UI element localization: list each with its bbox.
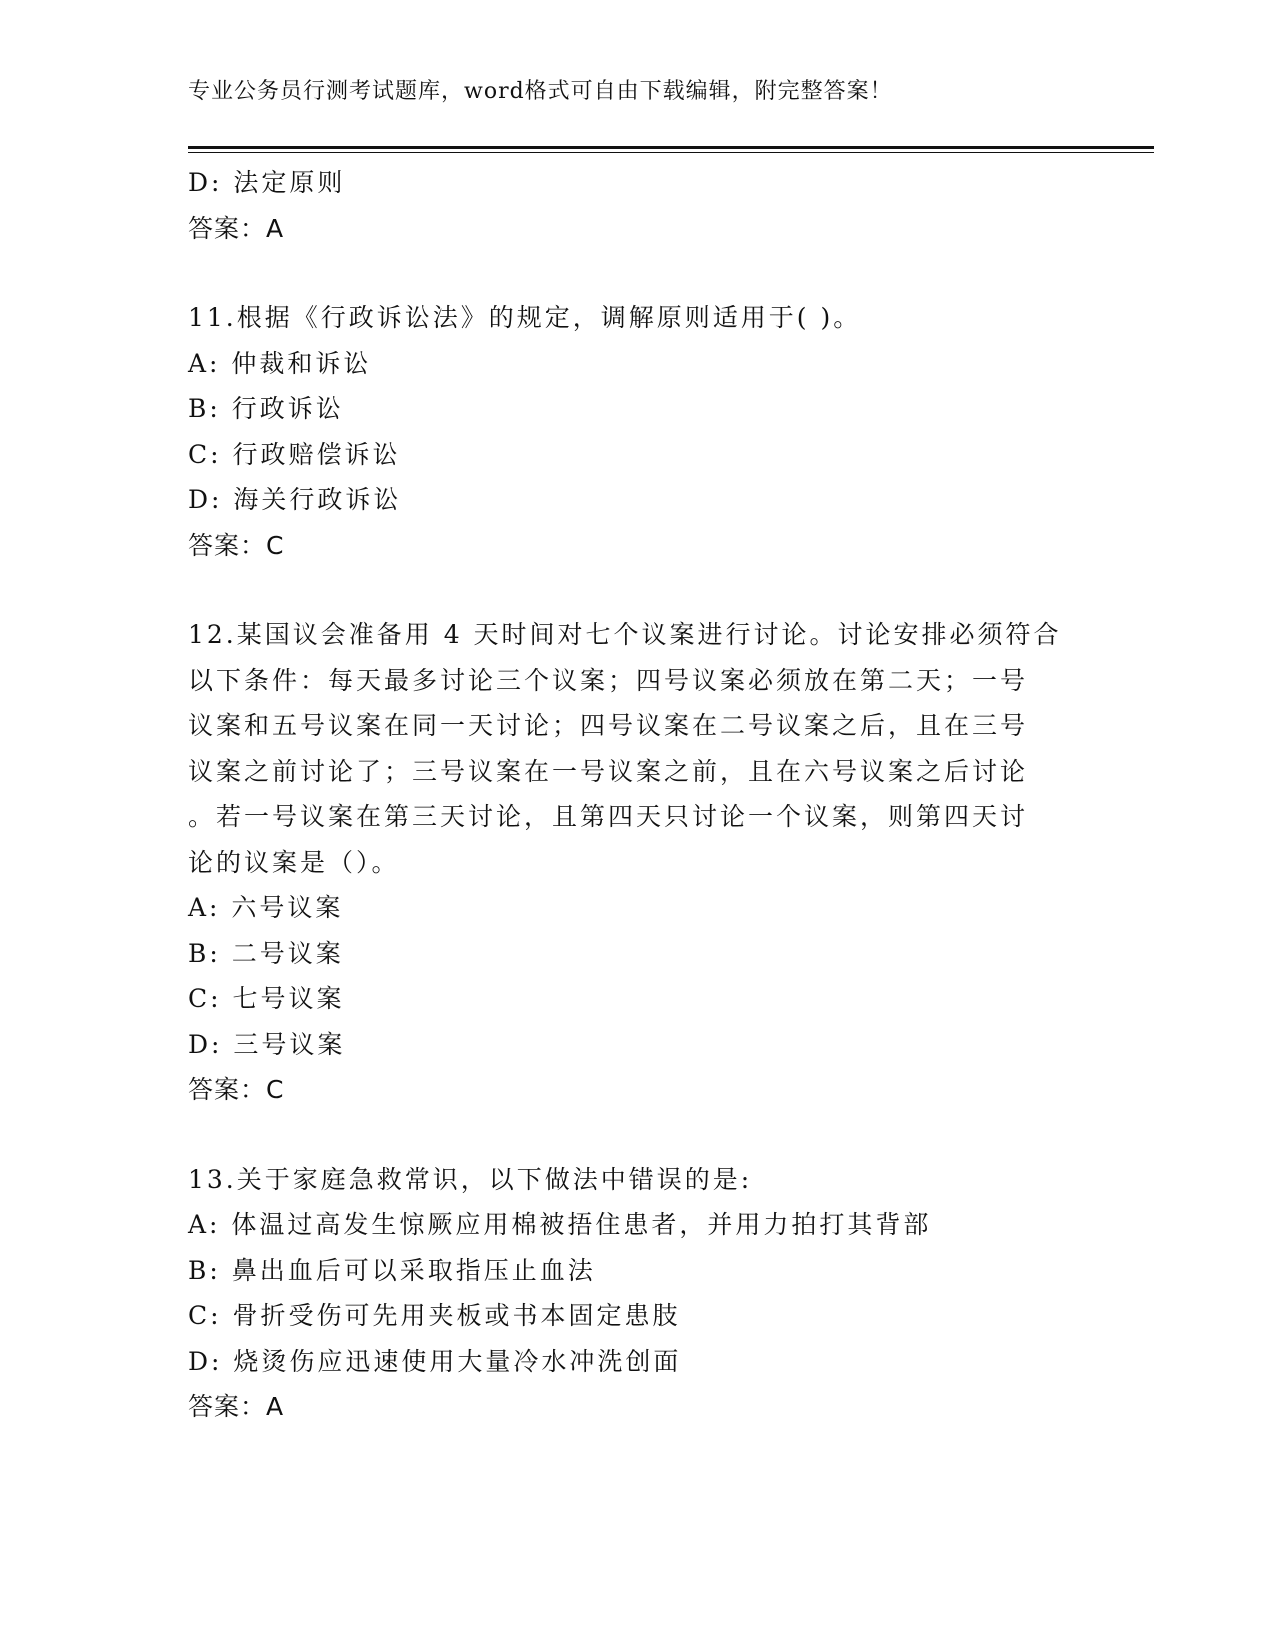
question-12-stem-line: 议案和五号议案在同一天讨论；四号议案在二号议案之后，且在三号 xyxy=(188,711,1029,740)
question-12-stem-line: 议案之前讨论了；三号议案在一号议案之前，且在六号议案之后讨论 xyxy=(188,756,1029,786)
option-a: A: 六号议案 xyxy=(188,893,344,922)
option-c: C: 七号议案 xyxy=(188,984,345,1013)
option-d: D: 海关行政诉讼 xyxy=(188,485,402,514)
header-rule-thin xyxy=(188,152,1154,153)
option-b: B: 鼻出血后可以采取指压止血法 xyxy=(188,1255,596,1285)
answer-line: 答案：A xyxy=(188,213,285,243)
answer-line: 答案：C xyxy=(188,530,285,560)
question-11-stem: 11.根据《行政诉讼法》的规定，调解原则适用于( )。 xyxy=(188,303,862,332)
spacer xyxy=(188,251,1088,295)
question-12-stem-line: 12.某国议会准备用 4 天时间对七个议案进行讨论。讨论安排必须符合 xyxy=(188,620,1062,649)
answer-line: 答案：A xyxy=(188,1392,285,1421)
question-12-stem-line: 。若一号议案在第三天讨论，且第四天只讨论一个议案，则第四天讨 xyxy=(188,802,1029,831)
question-12-stem-line: 以下条件：每天最多讨论三个议案；四号议案必须放在第二天；一号 xyxy=(188,665,1029,695)
header-rule-thick xyxy=(188,146,1154,149)
option-d: D: 烧烫伤应迅速使用大量冷水冲洗创面 xyxy=(188,1346,682,1376)
question-content xyxy=(188,160,1088,1430)
option-c: C: 骨折受伤可先用夹板或书本固定患肢 xyxy=(188,1301,681,1330)
option-b: B: 行政诉讼 xyxy=(188,394,344,423)
option-b: B: 二号议案 xyxy=(188,938,344,968)
question-12-stem-line: 论的议案是（）。 xyxy=(188,847,400,877)
option-a: A: 体温过高发生惊厥应用棉被捂住患者，并用力拍打其背部 xyxy=(188,1210,932,1239)
option-d: D: 三号议案 xyxy=(188,1029,346,1059)
option-d: D: 法定原则 xyxy=(188,168,346,197)
spacer xyxy=(188,1113,1088,1157)
question-13-stem: 13.关于家庭急救常识，以下做法中错误的是: xyxy=(188,1164,753,1194)
page-header: 专业公务员行测考试题库，word格式可自由下载编辑，附完整答案！ xyxy=(188,79,893,104)
option-c: C: 行政赔偿诉讼 xyxy=(188,439,401,469)
spacer xyxy=(188,568,1088,612)
option-a: A: 仲裁和诉讼 xyxy=(188,348,372,378)
answer-line: 答案：C xyxy=(188,1075,285,1104)
